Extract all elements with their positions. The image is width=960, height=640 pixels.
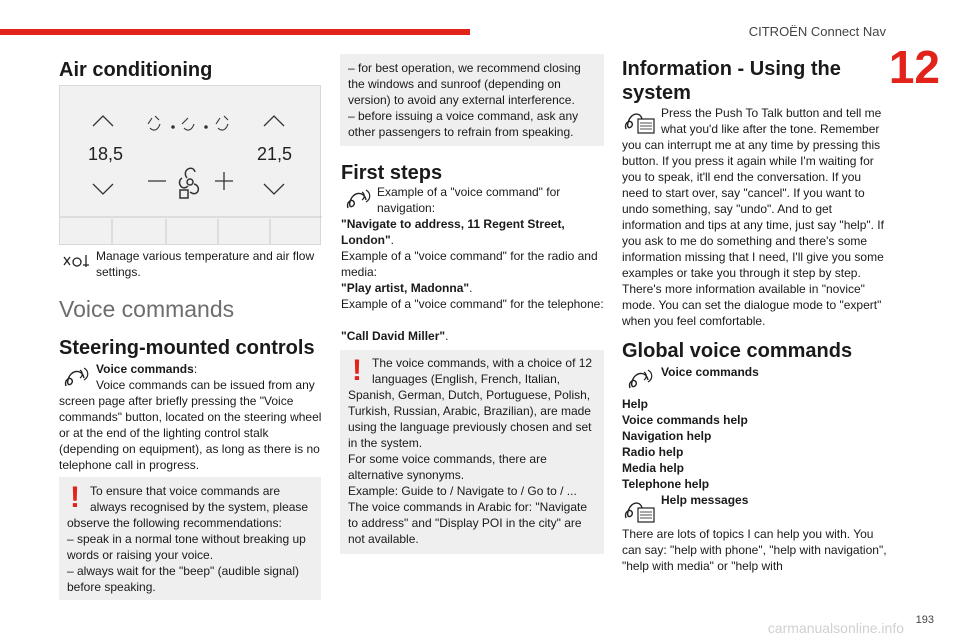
page-number: 193: [915, 614, 934, 626]
ex1-command: [341, 216, 605, 248]
push-to-talk-icon: [622, 107, 656, 135]
ex2-command: [341, 280, 605, 296]
help-messages-icon: [622, 496, 656, 524]
warning-box-2: [340, 350, 604, 554]
help-messages-label: Help messages: [661, 493, 749, 507]
global-vc-label: Voice commands: [661, 365, 759, 379]
temp-left-down-icon: [93, 184, 113, 194]
cmd-3: Radio help: [622, 445, 684, 459]
cmd-2: Navigation help: [622, 429, 712, 443]
voice-command-icon: [60, 366, 90, 390]
warn2-line2: languages (English, French, Italian, Spanish, German, Dutch, Portuguese, Polish, Turkish, Russian, Arabic, Brazilian), are made using the language previously chosen and set in the system.: [348, 372, 592, 450]
ex3-command: [341, 328, 605, 344]
vc-colon: :: [193, 362, 198, 376]
ex2-command-text: "Play artist, Madonna": [341, 281, 470, 295]
cmd-4: Media help: [622, 461, 685, 475]
temp-left-value: 18,5: [88, 144, 124, 164]
warn1-line3: – speak in a normal tone without breaking up words or raising your voice.: [67, 532, 306, 562]
vc-intro-line1: [96, 361, 322, 377]
voice-command-icon: [624, 368, 654, 392]
cmd-0: Help: [622, 397, 649, 411]
temp-right-down-icon: [264, 184, 284, 194]
warn1-line4: – always wait for the "beep" (audible signal) before speaking.: [67, 564, 299, 594]
warn2-line3: For some voice commands, there are alternative synonyms.: [348, 452, 547, 482]
fan-icon: [180, 168, 199, 198]
first-steps-title: First steps: [341, 162, 443, 184]
warn2-line4: Example: Guide to / Navigate to / Go to / ...: [348, 484, 577, 498]
ac-description: Manage various temperature and air flow settings.: [96, 249, 315, 279]
ac-panel-graphic: [60, 86, 322, 246]
warning-box-1: [59, 477, 321, 600]
voice-commands-heading: Voice commands: [59, 296, 235, 322]
top-accent-bar: [0, 29, 470, 35]
recommendations-box: – for best operation, we recommend closing the windows and sunroof (depending on version) to avoid any external interference. – before issuing a voice command, ask any other passengers to refrain from speaking.: [340, 54, 604, 146]
temp-left-up-icon: [93, 116, 113, 126]
header-brand: CITROËN Connect Nav: [748, 24, 886, 39]
ex3-dot: .: [445, 329, 449, 343]
ex2-text: Example of a "voice command" for the radio and media:: [341, 249, 598, 279]
cmd-5: Telephone help: [622, 477, 710, 491]
airflow-icons: [148, 116, 228, 130]
ac-control-panel: [59, 85, 321, 245]
temp-right-up-icon: [264, 116, 284, 126]
ac-title: Air conditioning: [59, 59, 213, 81]
info-rest: you can interrupt me at any time by pressing this button. If you press it again while I'm waiting for you to speak, it'll end the conversation. If you need to start over, say "cancel". If you want to undo something, say "undo". And to get information and tips at any time, just say "help". If you ask to me do something and there's some information missing that I need, I'll give you some examples or take you through it step by step. There's more information available in "novice" mode. You can set the dialogue mode to "expert" when you feel comfortable.: [622, 138, 884, 328]
info-line2: what you'd like after the tone. Remember: [661, 122, 880, 136]
vc-intro-line2: Voice commands can be issued from any: [96, 378, 315, 392]
ex3-text: Example of a "voice command" for the telephone:: [341, 297, 604, 311]
vc-label: Voice commands: [96, 362, 194, 376]
warn2-line1: The voice commands, with a choice of 12: [372, 356, 593, 370]
ex2-dot: .: [469, 281, 473, 295]
warn1-line2: always recognised by the system, please observe the following recommendations:: [67, 500, 309, 530]
warn2-line5: The voice commands in Arabic for: "Navigate to address" and "Display POI in the city" are not available.: [348, 500, 588, 546]
watermark: carmanualsonline.info: [767, 620, 904, 636]
global-commands-title: Global voice commands: [622, 340, 853, 362]
climate-icon: [60, 253, 92, 271]
vc-intro-rest: screen page after briefly pressing the "Voice commands" button, located on the steering wheel or at the end of the lighting control stalk (depending on equipment), as long as there is no telephone call in progress.: [59, 394, 322, 472]
warn1-line1: To ensure that voice commands are: [90, 484, 281, 498]
help-text: There are lots of topics I can help you with. You can say: "help with phone", "help with navigation", "help with media" or "help with: [622, 527, 887, 573]
chapter-number: 12: [888, 41, 940, 93]
temp-right-value: 21,5: [257, 144, 293, 164]
ex1-dot: .: [390, 233, 395, 247]
ex1-line2: navigation:: [377, 201, 436, 215]
ex1-command-text: "Navigate to address, 11 Regent Street, London": [341, 217, 565, 247]
cmd-1: Voice commands help: [622, 413, 748, 427]
ex3-command-text: "Call David Miller": [341, 329, 446, 343]
voice-command-icon: [342, 188, 372, 212]
warning-icon: !: [70, 481, 80, 514]
warning-icon: !: [352, 354, 362, 387]
ex1-line1: Example of a "voice command" for: [377, 185, 561, 199]
steering-controls-title: Steering-mounted controls: [59, 337, 315, 359]
info-line1: Press the Push To Talk button and tell me: [661, 106, 882, 120]
info-title: Information - Using the system: [622, 58, 841, 104]
